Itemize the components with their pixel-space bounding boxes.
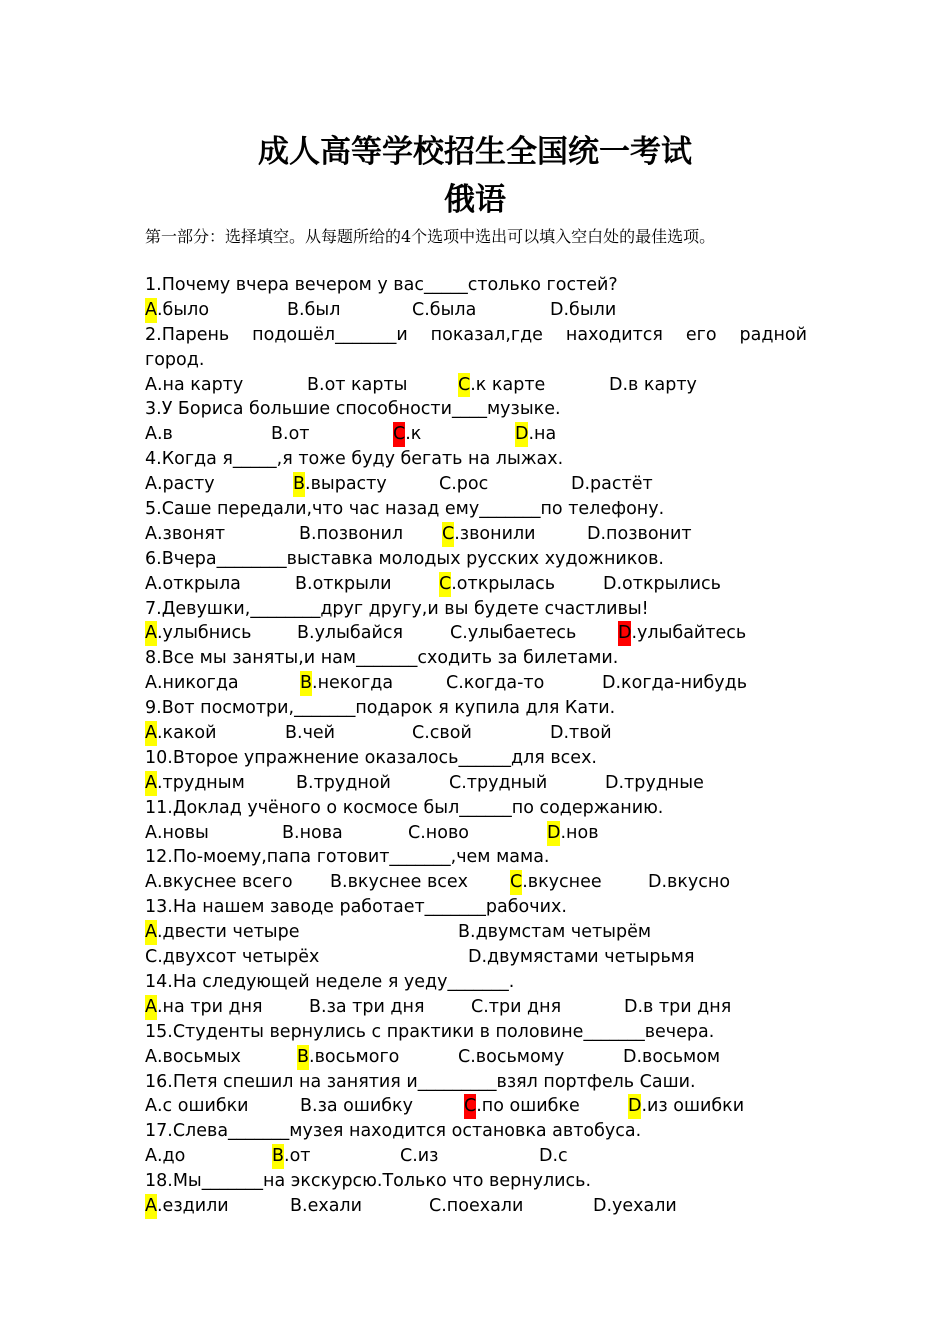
- question-text-continued: город.: [145, 349, 205, 370]
- option-text: .было: [156, 299, 210, 320]
- option-letter: D: [648, 872, 662, 893]
- options-row: [145, 870, 807, 895]
- options-row: [145, 771, 807, 796]
- option-text: .открыла: [156, 573, 241, 594]
- option-letter: B: [272, 1144, 284, 1169]
- option-letter: A: [145, 822, 157, 843]
- question-text: 5.Саше передали,что час назад ему_______по телефону.: [145, 499, 665, 520]
- options-row: [145, 522, 807, 547]
- option-text: .из ошибки: [641, 1096, 745, 1117]
- option-b: [458, 920, 651, 945]
- option-a: [145, 522, 225, 547]
- option-letter: B: [293, 472, 305, 497]
- options-row: [145, 995, 807, 1020]
- option-b: [295, 572, 392, 597]
- option-text: .рос: [451, 474, 489, 495]
- question-text: 8.Все мы заняты,и нам_______сходить за билетами.: [145, 648, 619, 669]
- option-a: [145, 920, 299, 945]
- option-letter: B: [300, 1096, 313, 1117]
- option-text: .к карте: [470, 374, 546, 395]
- option-letter: C: [393, 422, 405, 447]
- option-text: .восьмому: [470, 1046, 565, 1067]
- option-a: [145, 870, 293, 895]
- question-text: 2.Парень подошёл_______и показал,где находится его радной: [145, 324, 807, 345]
- option-b: [307, 373, 407, 398]
- question-text: 7.Девушки,________друг другу,и вы будете счастливы!: [145, 598, 649, 619]
- options-row: [145, 920, 807, 945]
- option-letter: D: [602, 673, 616, 694]
- option-letter: D: [605, 772, 619, 793]
- option-c: [400, 1144, 438, 1169]
- option-text: .нов: [560, 822, 599, 843]
- option-text: .от: [284, 1146, 311, 1167]
- option-d: [605, 771, 704, 796]
- option-text: .ехали: [302, 1195, 362, 1216]
- option-a: [145, 1194, 229, 1219]
- options-row: [145, 1045, 807, 1070]
- option-letter: A: [145, 995, 157, 1020]
- option-b: [293, 472, 387, 497]
- option-b: [272, 1144, 310, 1169]
- option-text: .трудные: [618, 772, 704, 793]
- option-letter: C: [439, 474, 452, 495]
- option-d: [609, 373, 697, 398]
- option-letter: C: [412, 299, 425, 320]
- option-letter: C: [408, 822, 421, 843]
- options-row: [145, 298, 807, 323]
- option-c: [412, 298, 476, 323]
- options-row: [145, 671, 807, 696]
- option-c: [439, 472, 488, 497]
- option-b: [287, 298, 340, 323]
- option-b: [282, 821, 343, 846]
- option-text: .двумстам четырём: [470, 922, 652, 943]
- option-letter: B: [285, 723, 298, 744]
- option-letter: D: [609, 374, 623, 395]
- option-a: [145, 572, 241, 597]
- options-row: [145, 422, 807, 447]
- option-text: .от карты: [319, 374, 408, 395]
- option-text: .трудным: [156, 772, 245, 793]
- option-letter: D: [550, 723, 564, 744]
- option-text: .вкуснее: [522, 872, 602, 893]
- option-letter: A: [145, 1146, 157, 1167]
- option-text: .когда-нибудь: [615, 673, 748, 694]
- option-b: [297, 621, 403, 646]
- option-letter: C: [446, 673, 459, 694]
- option-letter: A: [145, 573, 157, 594]
- option-letter: C: [400, 1146, 413, 1167]
- option-text: .с ошибки: [156, 1096, 249, 1117]
- option-d: [468, 945, 695, 970]
- exam-title: 成人高等学校招生全国统一考试: [258, 134, 692, 170]
- option-text: .вырасту: [305, 474, 387, 495]
- option-letter: C: [442, 522, 454, 547]
- option-b: [300, 671, 393, 696]
- option-c: [449, 771, 547, 796]
- question-text: 14.На следующей неделе я уеду_______.: [145, 971, 515, 992]
- option-text: .двухсот четырёх: [157, 947, 320, 968]
- option-c: [458, 1045, 564, 1070]
- option-b: [296, 771, 391, 796]
- option-letter: B: [299, 523, 312, 544]
- option-text: .чей: [297, 723, 336, 744]
- option-a: [145, 621, 251, 646]
- option-b: [330, 870, 468, 895]
- option-text: .улыбнись: [156, 623, 252, 644]
- option-text: .были: [563, 299, 617, 320]
- option-text: .какой: [156, 723, 217, 744]
- option-text: .новы: [156, 822, 209, 843]
- options-row: [145, 621, 807, 646]
- option-text: .улыбайся: [309, 623, 403, 644]
- option-c: [446, 671, 544, 696]
- option-a: [145, 298, 209, 323]
- option-letter: A: [145, 920, 157, 945]
- option-text: .вкуснее всех: [342, 872, 469, 893]
- option-d: [550, 721, 612, 746]
- option-b: [285, 721, 335, 746]
- option-text: .вкусно: [661, 872, 731, 893]
- option-letter: C: [464, 1094, 476, 1119]
- option-letter: B: [300, 671, 312, 696]
- option-c: [510, 870, 602, 895]
- question-text: 10.Второе упражнение оказалось______для всех.: [145, 747, 597, 768]
- option-text: .когда-то: [458, 673, 545, 694]
- option-letter: A: [145, 424, 157, 445]
- option-letter: A: [145, 721, 157, 746]
- option-letter: B: [307, 374, 320, 395]
- option-letter: B: [295, 573, 308, 594]
- question-text: 1.Почему вчера вечером у вас_____столько гостей?: [145, 275, 618, 295]
- option-d: [603, 572, 721, 597]
- option-a: [145, 1094, 249, 1119]
- option-letter: B: [290, 1195, 303, 1216]
- option-letter: A: [145, 474, 157, 495]
- option-text: .двести четыре: [156, 922, 300, 943]
- question-text: 6.Вчера________выставка молодых русских художников.: [145, 548, 664, 569]
- option-letter: A: [145, 1046, 157, 1067]
- option-text: .была: [424, 299, 477, 320]
- option-d: [550, 298, 616, 323]
- question-text: 16.Петя спешил на занятия и_________взял портфель Саши.: [145, 1071, 696, 1092]
- option-a: [145, 373, 243, 398]
- option-a: [145, 671, 239, 696]
- options-row: [145, 572, 807, 597]
- option-c: [458, 373, 545, 398]
- option-letter: A: [145, 872, 157, 893]
- option-a: [145, 1045, 241, 1070]
- option-text: .с: [552, 1146, 568, 1167]
- option-text: .к: [405, 424, 422, 445]
- option-letter: A: [145, 523, 157, 544]
- question-text: 4.Когда я_____,я тоже буду бегать на лыжах.: [145, 449, 564, 470]
- option-text: .никогда: [156, 673, 239, 694]
- option-c: [442, 522, 536, 547]
- option-letter: C: [449, 772, 462, 793]
- option-text: .от: [283, 424, 310, 445]
- option-text: .открылись: [616, 573, 721, 594]
- option-text: .по ошибке: [476, 1096, 580, 1117]
- option-text: .в: [156, 424, 173, 445]
- option-text: .на три дня: [156, 996, 263, 1017]
- option-text: .ездили: [156, 1195, 229, 1216]
- question-text: 13.На нашем заводе работает_______рабочих.: [145, 897, 567, 918]
- option-c: [408, 821, 469, 846]
- option-letter: A: [145, 673, 157, 694]
- option-text: .уехали: [606, 1195, 677, 1216]
- option-letter: B: [297, 623, 310, 644]
- option-text: .звонят: [156, 523, 226, 544]
- option-letter: C: [471, 996, 484, 1017]
- option-letter: B: [330, 872, 343, 893]
- exam-subtitle: 俄语: [444, 182, 506, 218]
- option-d: [571, 472, 653, 497]
- question-text: 11.Доклад учёного о космосе был______по содержанию.: [145, 797, 664, 818]
- option-b: [300, 1094, 413, 1119]
- option-d: [628, 1094, 744, 1119]
- option-b: [290, 1194, 362, 1219]
- option-letter: D: [550, 299, 564, 320]
- option-letter: D: [624, 996, 638, 1017]
- option-text: .твой: [563, 723, 612, 744]
- option-letter: A: [145, 374, 157, 395]
- option-letter: C: [429, 1195, 442, 1216]
- option-d: [547, 821, 599, 846]
- option-text: .свой: [424, 723, 472, 744]
- option-text: .на карту: [156, 374, 244, 395]
- option-a: [145, 995, 263, 1020]
- option-letter: B: [309, 996, 322, 1017]
- option-letter: D: [587, 523, 601, 544]
- option-letter: D: [628, 1094, 641, 1119]
- option-letter: A: [145, 771, 157, 796]
- option-text: .вкуснее всего: [156, 872, 293, 893]
- option-d: [648, 870, 730, 895]
- option-letter: A: [145, 298, 157, 323]
- option-text: .открыли: [307, 573, 392, 594]
- option-letter: B: [282, 822, 295, 843]
- option-a: [145, 821, 209, 846]
- option-c: [145, 945, 319, 970]
- option-text: .нова: [294, 822, 343, 843]
- options-row: [145, 1194, 807, 1219]
- options-row: [145, 1144, 807, 1169]
- option-text: .открылась: [451, 573, 556, 594]
- option-text: .улыбайтесь: [631, 623, 747, 644]
- option-letter: C: [510, 870, 522, 895]
- option-text: .позвонил: [311, 523, 404, 544]
- options-row: [145, 373, 807, 398]
- option-letter: B: [296, 772, 309, 793]
- option-letter: B: [297, 1045, 309, 1070]
- question-text: 17.Слева_______музея находится остановка автобуса.: [145, 1121, 642, 1142]
- option-a: [145, 472, 215, 497]
- option-text: .звонили: [454, 523, 536, 544]
- option-letter: D: [547, 821, 560, 846]
- option-b: [271, 422, 309, 447]
- options-row: [145, 472, 807, 497]
- option-letter: D: [603, 573, 617, 594]
- option-text: .на: [528, 424, 557, 445]
- option-c: [439, 572, 555, 597]
- options-row: [145, 945, 807, 970]
- option-c: [412, 721, 472, 746]
- option-text: .растёт: [584, 474, 653, 495]
- option-text: .поехали: [441, 1195, 524, 1216]
- option-letter: C: [145, 947, 158, 968]
- question-text: 3.У Бориса большие способности____музыке.: [145, 399, 561, 420]
- option-c: [429, 1194, 523, 1219]
- option-a: [145, 422, 173, 447]
- option-text: .ново: [420, 822, 469, 843]
- option-text: .улыбаетесь: [462, 623, 577, 644]
- option-text: .в три дня: [637, 996, 732, 1017]
- option-letter: D: [539, 1146, 553, 1167]
- options-row: [145, 821, 807, 846]
- option-letter: A: [145, 621, 157, 646]
- option-letter: C: [450, 623, 463, 644]
- option-text: .трудный: [461, 772, 548, 793]
- question-text: 18.Мы_______на экскурсю.Только что вернулись.: [145, 1171, 592, 1192]
- option-d: [623, 1045, 720, 1070]
- option-letter: D: [593, 1195, 607, 1216]
- option-text: .из: [412, 1146, 439, 1167]
- option-c: [471, 995, 561, 1020]
- option-d: [624, 995, 731, 1020]
- option-letter: A: [145, 1194, 157, 1219]
- option-letter: C: [412, 723, 425, 744]
- option-c: [393, 422, 421, 447]
- option-d: [593, 1194, 677, 1219]
- option-b: [299, 522, 403, 547]
- option-letter: B: [287, 299, 300, 320]
- option-text: .расту: [156, 474, 215, 495]
- option-letter: C: [458, 373, 470, 398]
- option-c: [450, 621, 576, 646]
- option-letter: A: [145, 1096, 157, 1117]
- option-text: .за ошибку: [312, 1096, 413, 1117]
- option-a: [145, 771, 245, 796]
- question-text: 12.По-моему,папа готовит_______,чем мама.: [145, 847, 550, 868]
- option-d: [515, 422, 556, 447]
- option-letter: C: [439, 572, 451, 597]
- option-letter: B: [458, 922, 471, 943]
- option-c: [464, 1094, 580, 1119]
- options-row: [145, 1094, 807, 1119]
- option-text: .до: [156, 1146, 186, 1167]
- option-text: .был: [299, 299, 341, 320]
- option-text: .три дня: [483, 996, 562, 1017]
- option-text: .восьмого: [309, 1046, 400, 1067]
- option-letter: D: [571, 474, 585, 495]
- option-d: [618, 621, 746, 646]
- option-text: .за три дня: [321, 996, 425, 1017]
- option-d: [539, 1144, 568, 1169]
- options-row: [145, 721, 807, 746]
- option-letter: D: [623, 1046, 637, 1067]
- option-text: .восьмых: [156, 1046, 241, 1067]
- section-instruction: 第一部分：选择填空。从每题所给的4个选项中选出可以填入空白处的最佳选项。: [145, 227, 716, 246]
- option-text: .некогда: [312, 673, 394, 694]
- option-text: .в карту: [622, 374, 697, 395]
- option-d: [602, 671, 747, 696]
- option-a: [145, 1144, 185, 1169]
- option-letter: D: [468, 947, 482, 968]
- option-letter: D: [515, 422, 528, 447]
- option-d: [587, 522, 692, 547]
- option-text: .двумястами четырьмя: [481, 947, 695, 968]
- option-text: .трудной: [308, 772, 391, 793]
- option-b: [309, 995, 424, 1020]
- option-letter: C: [458, 1046, 471, 1067]
- question-text: 9.Вот посмотри,_______подарок я купила для Кати.: [145, 698, 616, 719]
- option-letter: B: [271, 424, 284, 445]
- option-text: .позвонит: [600, 523, 692, 544]
- option-text: .восьмом: [636, 1046, 721, 1067]
- option-a: [145, 721, 217, 746]
- question-list: [145, 273, 807, 1219]
- option-letter: D: [618, 621, 631, 646]
- question-text: 15.Студенты вернулись с практики в половине_______вечера.: [145, 1021, 715, 1042]
- option-b: [297, 1045, 399, 1070]
